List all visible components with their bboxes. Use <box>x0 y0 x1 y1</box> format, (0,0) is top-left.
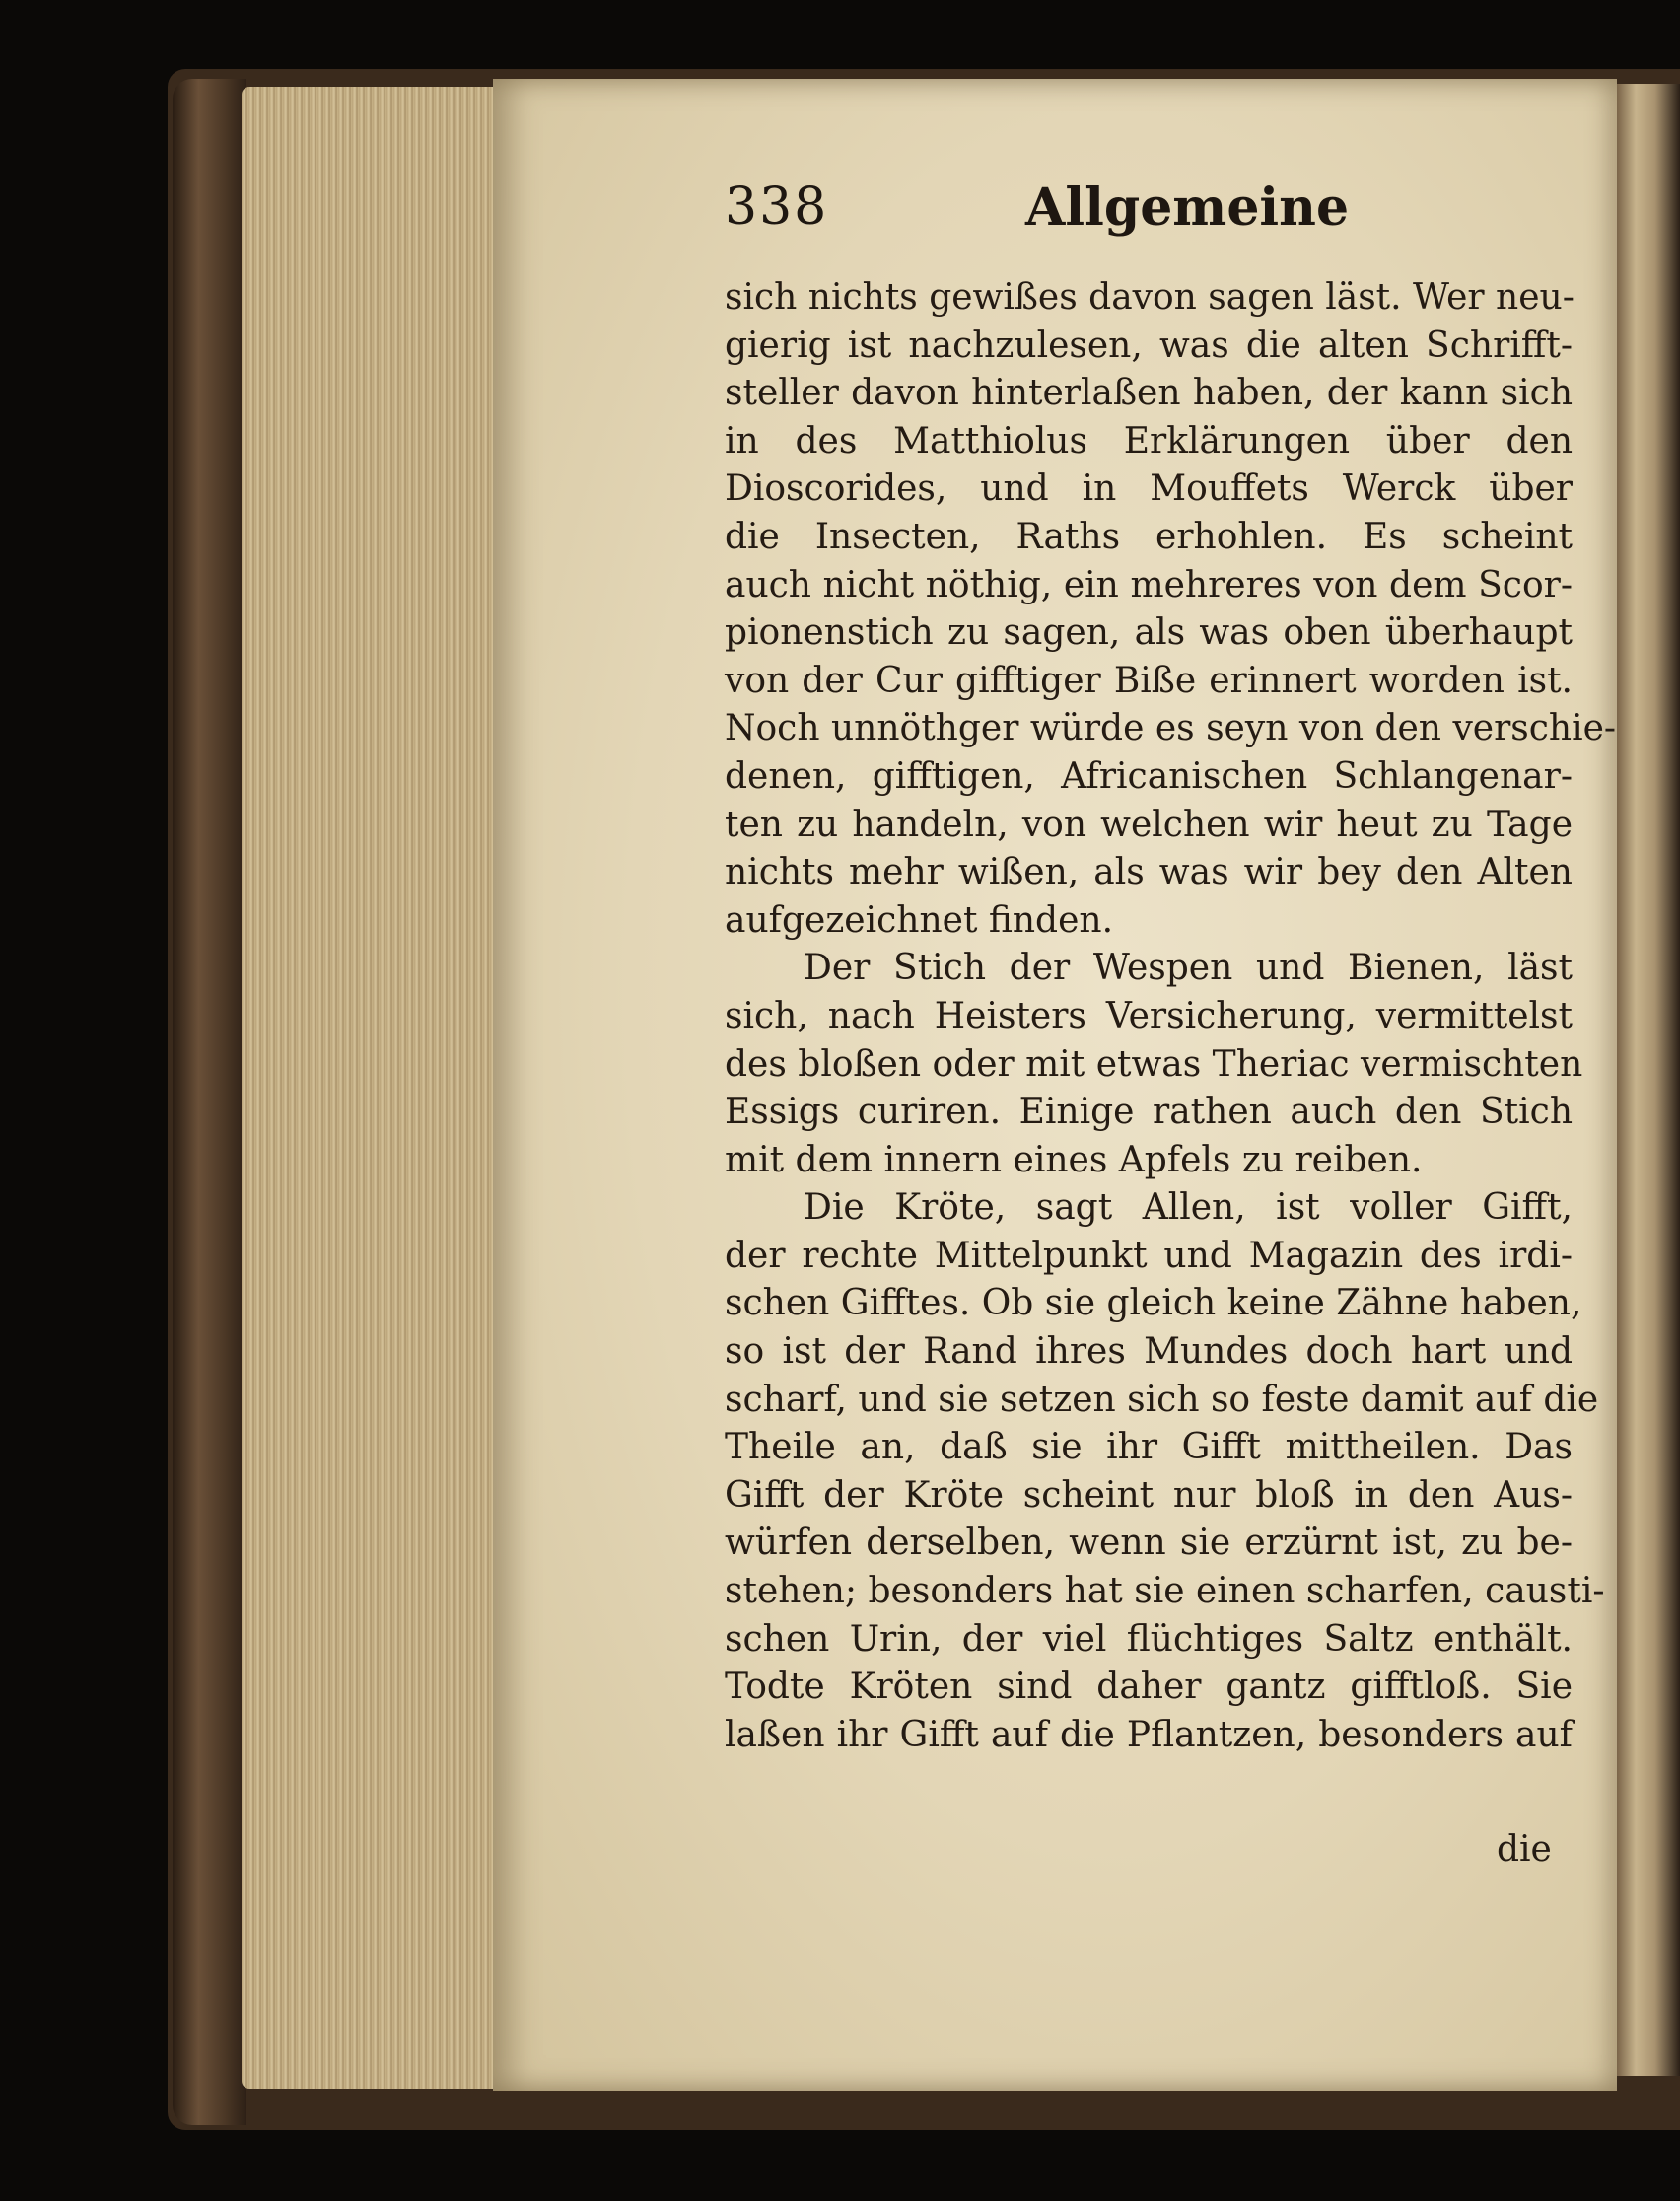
text-line: in des Matthiolus Erklärungen über den <box>725 420 1573 462</box>
text-line: Noch unnöthger würde es seyn von den verschie- <box>725 708 1617 749</box>
text-line: sich, nach Heisters Versicherung, vermittelst <box>725 995 1573 1036</box>
text-line: der rechte Mittelpunkt und Magazin des irdi- <box>725 1235 1573 1276</box>
page-header <box>725 178 1602 256</box>
text-line: sich nichts gewißes davon sagen läst. Wer neu- <box>725 277 1575 318</box>
catchword: die <box>1497 1829 1552 1870</box>
text-line: aufgezeichnet finden. <box>725 899 1114 941</box>
facing-page-edge <box>1617 84 1680 2076</box>
text-line: schen Gifftes. Ob sie gleich keine Zähne haben, <box>725 1283 1582 1324</box>
text-line: Gifft der Kröte scheint nur bloß in den Aus- <box>725 1474 1573 1516</box>
text-line: steller davon hinterlaßen haben, der kann sich <box>725 373 1573 414</box>
book-spine <box>173 79 246 2125</box>
paragraph-start-line: Der Stich der Wespen und Bienen, läst <box>804 948 1573 989</box>
page-edges <box>242 87 498 2089</box>
text-line: von der Cur gifftiger Biße erinnert worden ist. <box>725 660 1573 701</box>
text-line: des bloßen oder mit etwas Theriac vermischten <box>725 1043 1583 1085</box>
text-line: Theile an, daß sie ihr Gifft mittheilen. Das <box>725 1427 1573 1468</box>
text-line: Todte Kröten sind daher gantz gifftloß. Sie <box>725 1667 1573 1708</box>
text-line: pionenstich zu sagen, als was oben überhaupt <box>725 612 1573 654</box>
text-line: denen, gifftigen, Africanischen Schlangenar- <box>725 755 1573 797</box>
text-line: so ist der Rand ihres Mundes doch hart und <box>725 1331 1573 1373</box>
running-head: Allgemeine <box>1025 178 1350 238</box>
text-line: laßen ihr Gifft auf die Pflantzen, besonders auf <box>725 1714 1573 1755</box>
text-line: schen Urin, der viel flüchtiges Saltz enthält. <box>725 1618 1573 1660</box>
text-line: stehen; besonders hat sie einen scharfen, causti- <box>725 1571 1605 1612</box>
paragraph-start-line: Die Kröte, sagt Allen, ist voller Gifft, <box>804 1187 1573 1229</box>
text-line: nichts mehr wißen, als was wir bey den Alten <box>725 852 1573 893</box>
body-text <box>725 274 1617 1759</box>
text-line: mit dem innern eines Apfels zu reiben. <box>725 1139 1423 1180</box>
text-line: ten zu handeln, von welchen wir heut zu Tage <box>725 804 1573 845</box>
text-line: auch nicht nöthig, ein mehreres von dem Scor- <box>725 564 1573 605</box>
text-line: scharf, und sie setzen sich so feste damit auf die <box>725 1379 1599 1420</box>
page-number: 338 <box>725 178 829 237</box>
text-line: Dioscorides, und in Mouffets Werck über <box>725 468 1573 510</box>
text-line: die Insecten, Raths erhohlen. Es scheint <box>725 516 1573 557</box>
text-line: würfen derselben, wenn sie erzürnt ist, zu be- <box>725 1523 1573 1564</box>
text-line: Essigs curiren. Einige rathen auch den Stich <box>725 1092 1573 1133</box>
text-line: gierig ist nachzulesen, was die alten Schrifft- <box>725 324 1573 366</box>
